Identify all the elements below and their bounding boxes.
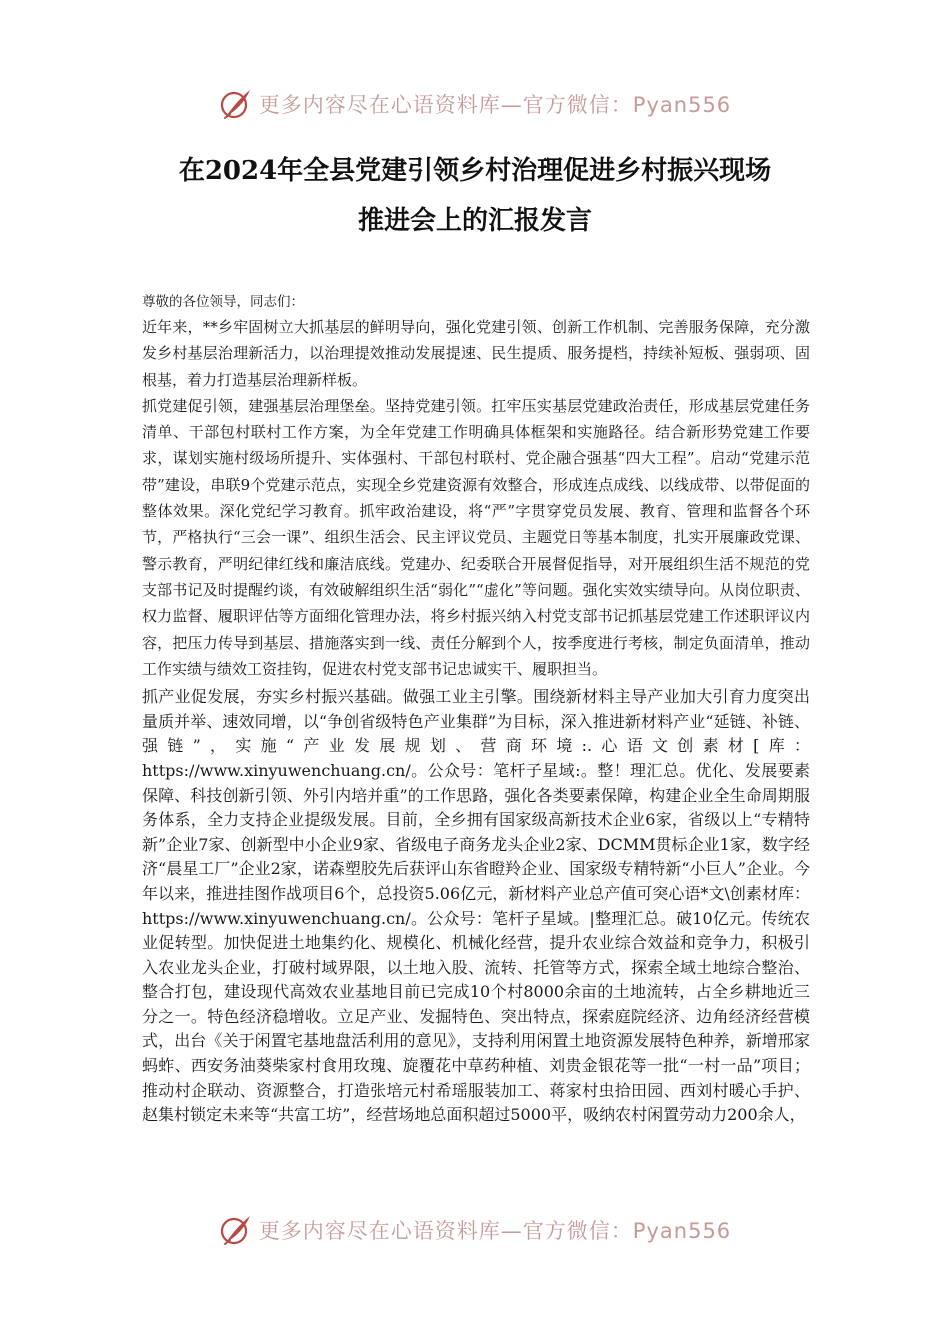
title-line-1: 在2024年全县党建引领乡村治理促进乡村振兴现场 <box>178 156 772 186</box>
document-body <box>142 290 810 1128</box>
paragraph-party-building: 抓党建促引领，建强基层治理堡垒。坚持党建引领。扛牢压实基层党建政治责任，形成基层党建任务清单、干部包村联村工作方案，为全年党建工作明确具体框架和实施路径。结合新形势党建工作要求，谋划实施村级场所提升、实体强村、干部包村联村、党企融合强基“四大工程”。启动“党建示范带”建设，串联9个党建示范点，实现全乡党建资源有效整合，形成连点成线、以线成带、以带促面的整体效果。深化党纪学习教育。抓牢政治建设，将“严”字贯穿党员发展、教育、管理和监督各个环节，严格执行“三会一课”、组织生活会、民主评议党员、主题党日等基本制度，扎实开展廉政党课、警示教育，严明纪律红线和廉洁底线。党建办、纪委联合开展督促指导，对开展组织生活不规范的党支部书记及时提醒约谈，有效破解组织生活“弱化”“虚化”等问题。强化实效实绩导向。从岗位职责、权力监督、履职评估等方面细化管理办法，将乡村振兴纳入村党支部书记抓基层党建工作述职评议内容，把压力传导到基层、措施落实到一线、责任分解到个人，按季度进行考核，制定负面清单，推动工作实绩与绩效工资挂钩，促进农村党支部书记忠诚实干、履职担当。 <box>142 396 810 678</box>
banner-text: 更多内容尽在心语资料库—官方微信：Pyan556 <box>258 1219 732 1243</box>
quill-pen-logo-icon <box>219 87 253 121</box>
title-line-2: 推进会上的汇报发言 <box>357 206 592 236</box>
paragraph-industry: 抓产业促发展，夯实乡村振兴基础。做强工业主引擎。围绕新材料主导产业加大引育力度突出量质并举、速效同增，以“争创省级特色产业集群”为目标，深入推进新材料产业“延链、补链、强链”，实施“产业发展规划、营商环境:.心语文创素材[库：https://www.xinyuwenchuang.cn/。公众号：笔杆子星域:。整！理汇总。优化、发展要素保障、科技创新引领、外引内培并重”的工作思路，强化各类要素保障，构建企业全生命周期服务体系，全力支持企业提级发展。目前，全乡拥有国家级高新技术企业6家，省级以上“专精特新”企业7家、创新型中小企业9家、省级电子商务龙头企业2家、DCMM贯标企业1家，数字经济“晨星工厂”企业2家，诺森塑胶先后获评山东省瞪羚企业、国家级专精特新“小巨人”企业。今年以来，推进挂图作战项目6个，总投资5.06亿元，新材料产业总产值可突心语*文\创素材库：https://www.xinyuwenchuang.cn/。公众号：笔杆子星域。|整理汇总。破10亿元。传统农业促转型。加快促进土地集约化、规模化、机械化经营，提升农业综合效益和竞争力，积极引入农业龙头企业，打破村域界限，以土地入股、流转、托管等方式，探索全域土地综合整治、整合打包，建设现代高效农业基地目前已完成10个村8000余亩的土地流转，占全乡耕地近三分之一。特色经济稳增收。立足产业、发掘特色、突出特点，探索庭院经济、边角经济经营模式，出台《关于闲置宅基地盘活利用的意见》，支持利用闲置土地资源发展特色种养，新增邢家蚂蚱、西安务油葵柴家村食用玫瑰、旋覆花中草药种植、刘贵金银花等一批“一村一品”项目；推动村企联动、资源整合，打造张培元村希瑶服装加工、蒋家村虫拾田园、西刘村暖心手护、赵集村锁定未来等“共富工坊”，经营场地总面积超过5000平，吸纳农村闲置劳动力200余人， <box>142 687 810 1125</box>
header-banner <box>0 84 950 124</box>
page-title <box>100 146 850 246</box>
salutation: 尊敬的各位领导，同志们： <box>142 294 304 310</box>
quill-pen-logo-icon <box>219 1213 253 1247</box>
footer-banner <box>0 1210 950 1250</box>
paragraph-intro: 近年来，**乡牢固树立大抓基层的鲜明导向，强化党建引领、创新工作机制、完善服务保障，充分激发乡村基层治理新活力，以治理提效推动发展提速、民生提质、服务提档，持续补短板、强弱项、固根基，着力打造基层治理新样板。 <box>142 318 810 389</box>
banner-text: 更多内容尽在心语资料库—官方微信：Pyan556 <box>258 93 732 117</box>
